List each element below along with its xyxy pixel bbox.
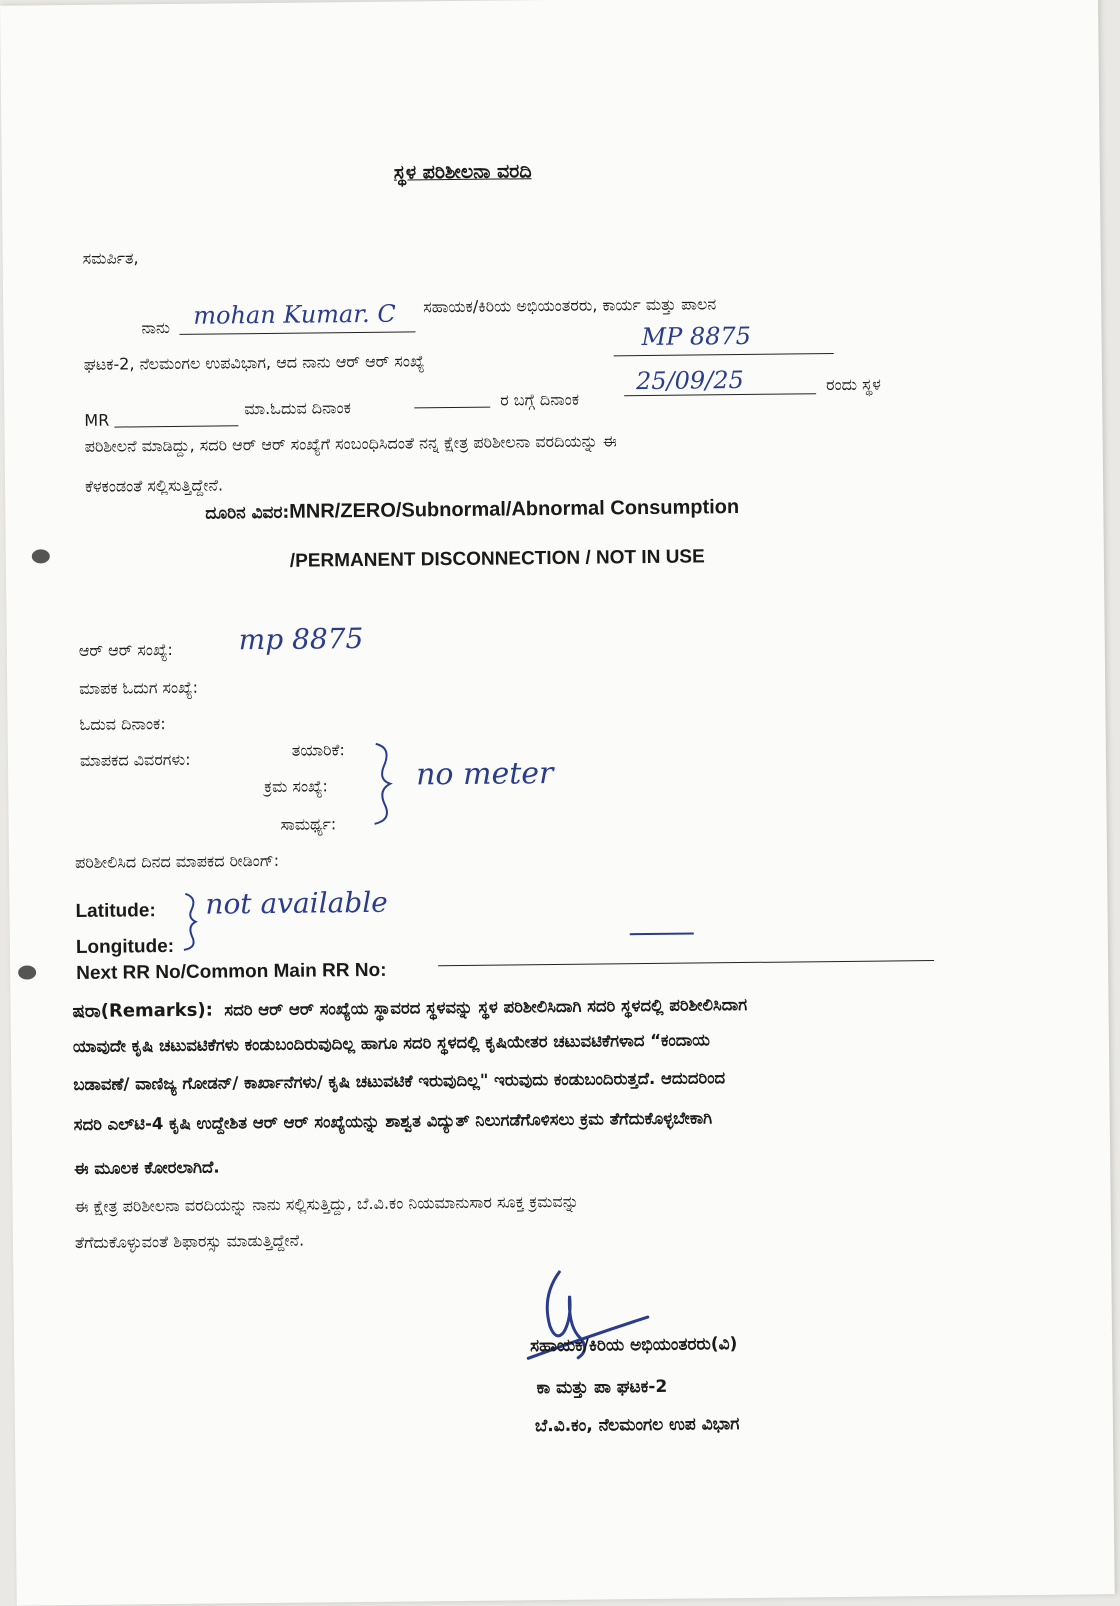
- closing-line2: ತೆಗೆದುಕೊಳ್ಳುವಂತೆ ಶಿಫಾರಸ್ಸು ಮಾಡುತ್ತಿದ್ದೇನೆ.: [74, 1230, 305, 1253]
- remarks-line2: ಯಾವುದೇ ಕೃಷಿ ಚಟುವಟಿಕೆಗಳು ಕಂಡುಬಂದಿರುವುದಿಲ್ಲ ಹಾಗೂ ಸದರಿ ಸ್ಥಳದಲ್ಲಿ ಕೃಷಿಯೇತರ ಚಟುವಟಿಕೆಗಳಾದ “ಕಂದಾಯ: [72, 1030, 710, 1057]
- para-l3-mr: MR: [84, 410, 110, 430]
- remarks-line1: [72, 994, 747, 1022]
- date-underline: [414, 407, 490, 409]
- para-l3-c: ರಂದು ಸ್ಥಳ: [825, 374, 882, 395]
- make-label: ತಯಾರಿಕೆ:: [291, 740, 345, 760]
- signature-subdivision: ಬೆ.ವಿ.ಕಂ, ನೆಲಮಂಗಲ ಉಪ ವಿಭಾಗ: [534, 1414, 740, 1437]
- signature-unit: ಕಾ ಮತ್ತು ಪಾ ಘಟಕ-2: [536, 1376, 668, 1399]
- para-l5: ಕೆಳಕಂಡಂತೆ ಸಲ್ಲಿಸುತ್ತಿದ್ದೇನೆ.: [84, 475, 224, 496]
- punch-hole: [32, 549, 50, 563]
- handwritten-meter-note: no meter: [415, 755, 554, 793]
- para-l3-a: ಮಾ.ಓದುವ ದಿನಾಂಕ: [244, 398, 352, 419]
- handwritten-rr-value: mp 8875: [238, 621, 364, 657]
- name-underline: [179, 331, 415, 334]
- complaint-details: [205, 496, 739, 525]
- handwritten-name: mohan Kumar. C: [193, 299, 396, 330]
- meter-reading-no-label: ಮಾಪಕ ಓದುಗ ಸಂಖ್ಯೆ:: [79, 677, 199, 698]
- meter-details-label: ಮಾಪಕದ ವಿವರಗಳು:: [79, 749, 191, 770]
- latitude-label: Latitude:: [75, 900, 156, 923]
- handwritten-dash: [630, 933, 694, 936]
- reading-on-day-label: ಪರಿಶೀಲಿಸಿದ ದಿನದ ಮಾಪಕದ ರೀಡಿಂಗ್:: [74, 850, 280, 873]
- salutation: ಸಮರ್ಪಿತ,: [82, 248, 139, 268]
- para-l4: ಪರಿಶೀಲನೆ ಮಾಡಿದ್ದು, ಸದರಿ ಆರ್ ಆರ್ ಸಂಖ್ಯೆಗೆ ಸಂಬಂಧಿಸಿದಂತೆ ನನ್ನ ಕ್ಷೇತ್ರ ಪರಿಶೀಲನಾ ವರದಿಯನ್ನು ಈ: [84, 431, 617, 456]
- capacity-label: ಸಾಮರ್ಥ್ಯ:: [280, 814, 337, 834]
- serial-label: ಕ್ರಮ ಸಂಖ್ಯೆ:: [264, 776, 328, 797]
- page-title: ಸ್ಥಳ ಪರಿಶೀಲನಾ ವರದಿ: [393, 160, 532, 184]
- remarks-line4: ಸದರಿ ಎಲ್‌ಟಿ-4 ಕೃಷಿ ಉದ್ದೇಶಿತ ಆರ್ ಆರ್ ಸಂಖ್ಯೆಯನ್ನು ಶಾಶ್ವತ ವಿದ್ಯುತ್ ನಿಲುಗಡೆಗೊಳಿಸಲು ಕ್ರಮ ತೆಗೆದುಕೊಳ್ಳಬೇಕಾಗಿ: [73, 1108, 713, 1135]
- para-l1-prefix: ನಾನು: [141, 317, 171, 338]
- signature-scribble: [519, 1265, 660, 1376]
- rr-label: ಆರ್ ಆರ್ ಸಂಖ್ಯೆ:: [78, 639, 173, 660]
- para-l1-suffix: ಸಹಾಯಕ/ಕಿರಿಯ ಅಭಿಯಂತರರು, ಕಾರ್ಯ ಮತ್ತು ಪಾಲನ: [423, 294, 717, 317]
- handwritten-latlong-note: not available: [205, 885, 388, 921]
- complaint-line2: /PERMANENT DISCONNECTION / NOT IN USE: [289, 546, 705, 572]
- brace-mark: [181, 892, 204, 952]
- remarks-line3: ಬಡಾವಣೆ/ ವಾಣಿಜ್ಯ ಗೋಡನ್/ ಕಾರ್ಖಾನೆಗಳು/ ಕೃಷಿ ಚಟುವಟಿಕೆ ಇರುವುದಿಲ್ಲ" ಇರುವುದು ಕಂಡುಬಂದಿರುತ್ತದೆ. ಆದುದರಿಂದ: [73, 1068, 726, 1095]
- next-rr-underline: [438, 960, 934, 966]
- handwritten-rr-number: MP 8875: [641, 321, 752, 352]
- closing-line1: ಈ ಕ್ಷೇತ್ರ ಪರಿಶೀಲನಾ ವರದಿಯನ್ನು ನಾನು ಸಲ್ಲಿಸುತ್ತಿದ್ದು, ಬೆ.ವಿ.ಕಂ ನಿಯಮಾನುಸಾರ ಸೂಕ್ತ ಕ್ರಮವನ್ನು: [74, 1191, 579, 1217]
- next-rr-label: Next RR No/Common Main RR No:: [76, 959, 387, 985]
- punch-hole: [18, 965, 36, 979]
- brace-mark: [370, 742, 401, 826]
- handwritten-visit-date: 25/09/25: [635, 365, 744, 396]
- remarks-line5: ಈ ಮೂಲಕ ಕೋರಲಾಗಿದೆ.: [74, 1157, 220, 1179]
- rr-underline: [614, 353, 834, 356]
- para-l3-b: ರ ಬಗ್ಗೆ ದಿನಾಂಕ: [500, 389, 580, 410]
- reading-date-label: ಓದುವ ದಿನಾಂಕ:: [79, 714, 166, 734]
- longitude-label: Longitude:: [75, 935, 175, 959]
- complaint-line1: MNR/ZERO/Subnormal/Abnormal Consumption: [289, 496, 740, 523]
- signature-designation: ಸಹಾಯಕ/ಕಿರಿಯ ಅಭಿಯಂತರರು(ವಿ): [529, 1334, 738, 1357]
- remarks-label: ಷರಾ(Remarks):: [72, 999, 213, 1023]
- mr-underline: [114, 425, 238, 427]
- complaint-label: ದೂರಿನ ವಿವರ:: [205, 502, 290, 524]
- remarks-text: ಸದರಿ ಆರ್ ಆರ್ ಸಂಖ್ಯೆಯ ಸ್ಥಾವರದ ಸ್ಥಳವನ್ನು ಸ್ಥಳ ಪರಿಶೀಲಿಸಿದಾಗಿ ಸದರಿ ಸ್ಥಳದಲ್ಲಿ ಪರಿಶೀಲಿಸಿದಾಗ: [224, 994, 748, 1020]
- para-l2: ಘಟಕ-2, ನೆಲಮಂಗಲ ಉಪವಿಭಾಗ, ಆದ ನಾನು ಆರ್ ಆರ್ ಸಂಖ್ಯೆ: [83, 351, 425, 374]
